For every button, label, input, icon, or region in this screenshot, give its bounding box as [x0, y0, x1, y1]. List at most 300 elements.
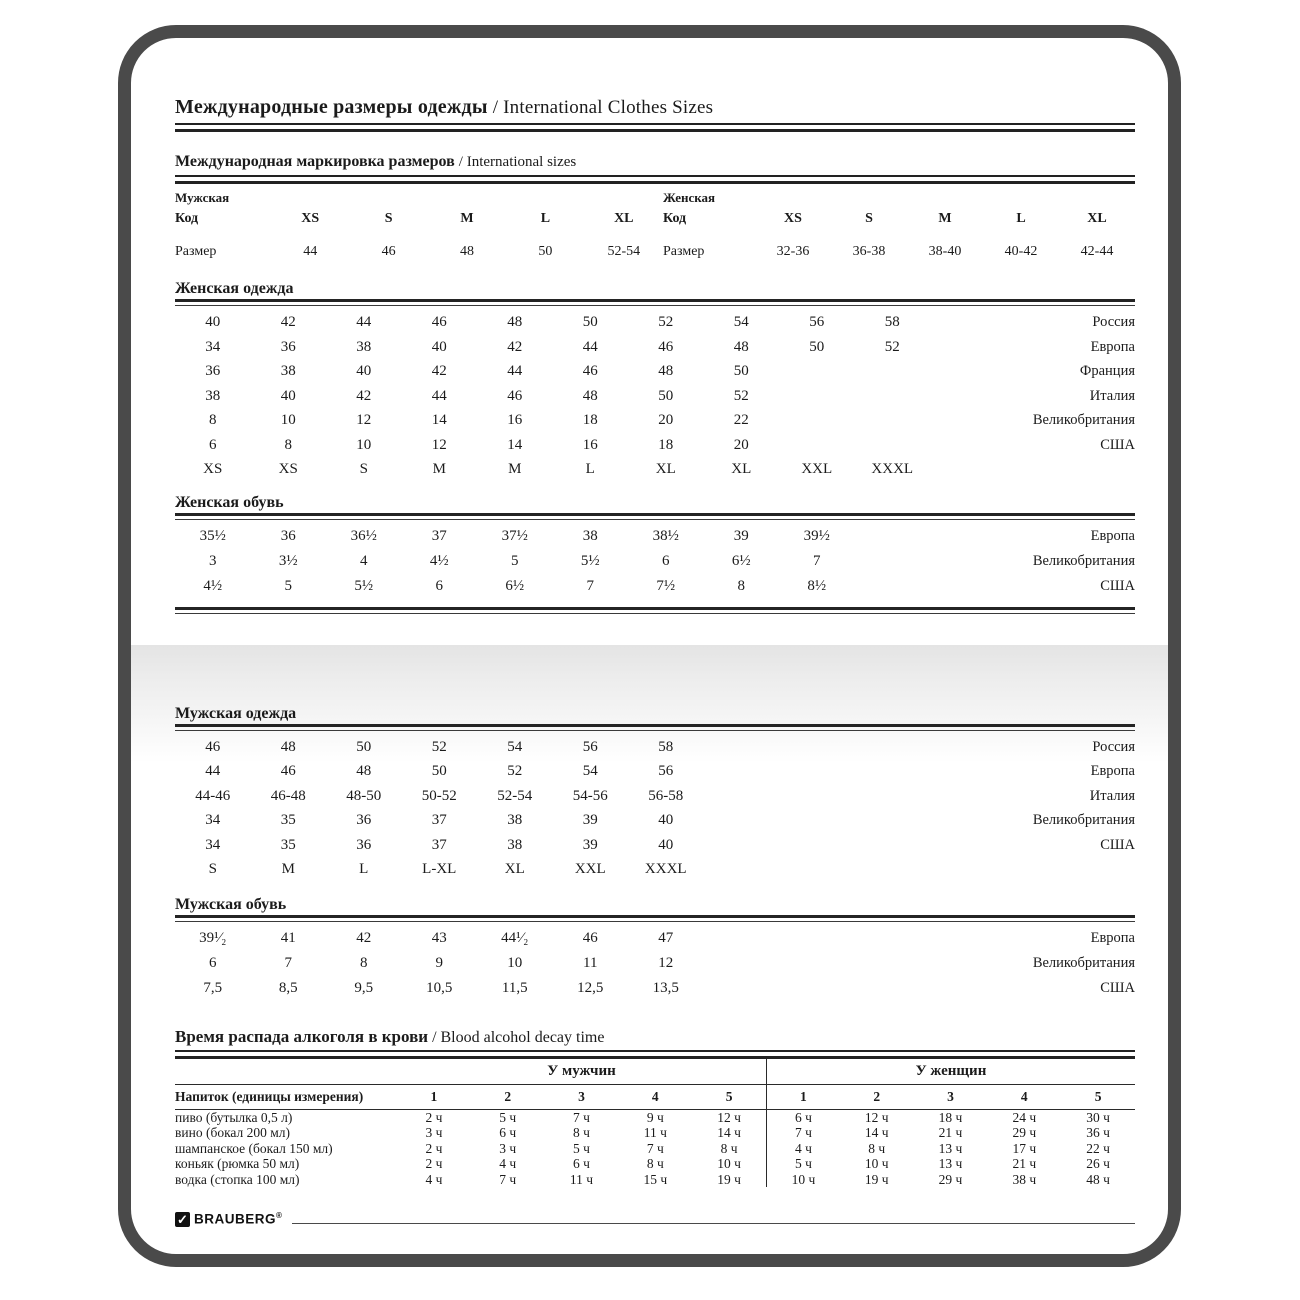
size-cell: S — [208, 861, 217, 877]
size-cell: 37½ — [501, 527, 528, 544]
size-cell: M — [432, 461, 446, 477]
size-cell: 46 — [582, 929, 598, 946]
men-size: 44 — [303, 244, 318, 259]
size-cell — [704, 976, 780, 1001]
size-cell — [855, 549, 931, 574]
hours-cell-men: 11 ч — [643, 1125, 667, 1140]
size-cell: XL — [731, 461, 752, 477]
country-label: Европа — [1090, 338, 1135, 355]
size-cell: 44 — [431, 387, 447, 404]
section-rule — [175, 915, 1135, 922]
size-cell: 56 — [582, 738, 598, 755]
size-cell: 7,5 — [203, 979, 223, 996]
table-row — [175, 310, 1135, 335]
table-row — [175, 408, 1135, 433]
hours-cell-women: 38 ч — [1012, 1171, 1037, 1187]
size-cell: 52 — [658, 314, 674, 330]
size-cell: 54 — [582, 763, 598, 779]
size-cell: L — [585, 461, 595, 477]
size-cell: 36 — [205, 363, 221, 379]
size-cell: XS — [278, 461, 298, 477]
size-cell: 42 — [431, 363, 447, 379]
size-cell: 4½ — [429, 552, 449, 569]
size-cell — [779, 808, 855, 833]
table-row — [175, 976, 1135, 1001]
hours-cell-men: 5 ч — [499, 1109, 517, 1125]
size-cell: 38 — [582, 527, 598, 544]
size-cell: 46 — [507, 387, 523, 404]
size-cell: 50 — [356, 738, 372, 755]
brand-name-text: BRAUBERG — [194, 1211, 277, 1227]
page-content — [175, 38, 1135, 1229]
size-cell: XL — [655, 461, 676, 477]
size-cell: 12,5 — [577, 979, 604, 996]
size-cell: 4½ — [203, 577, 223, 594]
hours-cell-men: 19 ч — [717, 1171, 741, 1187]
size-cell — [704, 951, 780, 976]
size-cell — [704, 857, 780, 882]
size-cell: 38 — [507, 836, 523, 853]
size-cell: 40 — [431, 338, 447, 355]
section-heading-women-clothes: Женская одежда — [175, 280, 294, 297]
size-cell — [779, 926, 855, 951]
size-cell: 58 — [884, 314, 900, 330]
size-cell: 18 — [658, 436, 674, 453]
size-cell: 8½ — [807, 577, 827, 594]
size-cell: 48 — [582, 387, 598, 404]
hours-cell-men: 14 ч — [717, 1125, 741, 1140]
country-label: Россия — [1092, 738, 1135, 755]
hours-cell-women: 19 ч — [864, 1171, 889, 1187]
size-cell: 43 — [431, 929, 447, 946]
size-cell: 7½ — [656, 577, 676, 594]
size-cell: M — [508, 461, 522, 477]
hours-cell-women: 24 ч — [1012, 1109, 1037, 1125]
size-cell: S — [359, 461, 368, 477]
country-label — [930, 857, 1135, 882]
hours-cell-men: 12 ч — [717, 1109, 741, 1125]
size-cell: 50 — [582, 314, 598, 330]
size-cell: 9 — [435, 954, 443, 971]
table-row — [175, 433, 1135, 458]
women-code: S — [865, 211, 873, 226]
hours-cell-men: 3 ч — [425, 1125, 443, 1140]
size-cell: 48 — [356, 763, 372, 779]
country-label: Европа — [1090, 763, 1135, 779]
size-cell: XS — [203, 461, 223, 477]
women-code-label: Код — [663, 211, 687, 226]
marking-heading-ru: Международная маркировка размеров — [175, 153, 455, 170]
size-cell: 13,5 — [652, 979, 679, 996]
hours-cell-women: 6 ч — [766, 1110, 840, 1126]
size-cell: 46 — [431, 314, 447, 330]
size-cell: 6½ — [505, 577, 525, 594]
women-code: XL — [1087, 211, 1107, 226]
title-underline — [175, 123, 1135, 132]
table-row — [175, 951, 1135, 976]
country-label: Россия — [1092, 314, 1135, 330]
size-cell: XXL — [574, 861, 606, 877]
size-cell: 44¹⁄₂ — [501, 929, 529, 946]
unit-header: 3 — [578, 1088, 585, 1104]
size-cell: 7 — [813, 552, 821, 569]
country-label: Великобритания — [1032, 412, 1135, 428]
men-clothes-table — [175, 735, 1135, 882]
women-group-header: У женщин — [766, 1059, 1135, 1084]
hours-cell-women: 13 ч — [938, 1140, 963, 1156]
women-size-label: Размер — [663, 244, 705, 259]
size-cell: 48 — [280, 738, 296, 755]
table-row — [175, 808, 1135, 833]
table-row — [175, 574, 1135, 599]
brand-row — [175, 1209, 1135, 1229]
hours-cell-women: 48 ч — [1086, 1171, 1110, 1187]
size-cell: 3 — [209, 552, 217, 569]
size-cell — [855, 784, 931, 809]
country-label: Великобритания — [1032, 954, 1135, 971]
size-cell: 50 — [658, 387, 674, 404]
size-cell: 52 — [733, 387, 749, 404]
country-label — [930, 457, 1135, 482]
women-size: 36-38 — [852, 244, 886, 259]
hours-cell-women: 26 ч — [1086, 1156, 1110, 1171]
hours-cell-men: 5 ч — [573, 1140, 590, 1156]
men-size: 46 — [381, 244, 396, 259]
drink-label: коньяк (рюмка 50 мл) — [175, 1156, 300, 1171]
unit-header: 3 — [947, 1088, 954, 1104]
hours-cell-women: 10 ч — [864, 1156, 889, 1171]
unit-header: 2 — [504, 1088, 512, 1104]
men-shoes-table — [175, 926, 1135, 1001]
size-cell: 5 — [284, 577, 292, 594]
alcohol-title-ru: Время распада алкоголя в крови — [175, 1026, 429, 1046]
men-size: 52-54 — [607, 244, 641, 259]
size-cell: 50 — [733, 363, 749, 379]
men-code: M — [460, 211, 474, 226]
country-label: США — [1100, 836, 1135, 853]
hours-cell-men: 8 ч — [573, 1125, 590, 1140]
hours-cell-women: 29 ч — [938, 1171, 963, 1187]
size-cell: 16 — [507, 412, 523, 428]
women-size: 42-44 — [1080, 244, 1114, 259]
table-row — [175, 359, 1135, 384]
size-cell: 10 — [507, 954, 523, 971]
size-cell: 40 — [205, 314, 221, 330]
notebook-page-frame — [118, 25, 1181, 1267]
size-cell: 46 — [582, 363, 598, 379]
alcohol-title-en: / Blood alcohol decay time — [432, 1028, 605, 1046]
marking-code-row — [175, 210, 1135, 227]
size-cell — [704, 833, 780, 858]
women-code: M — [938, 211, 952, 226]
size-cell: 50 — [431, 763, 447, 779]
size-cell: 39 — [582, 836, 598, 853]
country-label: Европа — [1090, 929, 1135, 946]
size-cell: 52 — [507, 763, 523, 779]
size-cell: L — [359, 861, 369, 877]
size-cell: 5½ — [354, 577, 374, 594]
drink-column-label: Напиток (единицы измерения) — [175, 1088, 364, 1104]
table-row — [175, 784, 1135, 809]
country-label: Европа — [1090, 527, 1135, 544]
size-cell — [704, 926, 780, 951]
brand-rule-line — [292, 1215, 1135, 1224]
hours-cell-men: 6 ч — [499, 1125, 517, 1140]
hours-cell-women: 36 ч — [1086, 1125, 1110, 1140]
size-cell: 40 — [356, 363, 372, 379]
hours-cell-women: 30 ч — [1086, 1109, 1110, 1125]
size-cell: 37 — [431, 836, 447, 853]
alcohol-title — [175, 1027, 1135, 1048]
section-rule — [175, 299, 1135, 306]
size-cell — [855, 384, 931, 409]
size-cell: 12 — [431, 436, 447, 453]
size-cell: 10 — [280, 412, 296, 428]
size-cell: 35½ — [199, 527, 226, 544]
hours-cell-men: 8 ч — [646, 1156, 664, 1171]
hours-cell-women: 17 ч — [1012, 1140, 1037, 1156]
size-cell — [855, 976, 931, 1001]
size-cell — [855, 808, 931, 833]
size-cell: 12 — [356, 412, 372, 428]
size-cell: 36½ — [350, 527, 377, 544]
country-label: Франция — [1079, 363, 1135, 379]
size-cell — [704, 759, 780, 784]
country-label: США — [1100, 979, 1135, 996]
women-clothes-table — [175, 310, 1135, 482]
size-cell: 46 — [658, 338, 674, 355]
size-cell: 6 — [435, 577, 443, 594]
marking-table — [175, 190, 1135, 260]
size-cell — [704, 808, 780, 833]
page-title — [175, 95, 1135, 120]
size-cell: 46 — [280, 763, 296, 779]
table-row — [175, 524, 1135, 549]
size-cell: 48 — [733, 338, 749, 355]
hours-cell-women: 29 ч — [1012, 1125, 1037, 1140]
men-size: 48 — [459, 244, 474, 259]
brauberg-check-icon: ✓ — [175, 1212, 190, 1227]
table-row — [175, 384, 1135, 409]
hours-cell-men: 15 ч — [643, 1171, 668, 1187]
alcohol-title-underline — [175, 1050, 1135, 1059]
size-cell: 39 — [582, 812, 598, 828]
hours-cell-men: 2 ч — [425, 1109, 443, 1125]
size-cell — [779, 784, 855, 809]
size-cell: 50 — [809, 338, 825, 355]
size-cell — [855, 857, 931, 882]
unit-header: 4 — [1020, 1088, 1028, 1104]
size-cell: 6 — [209, 954, 217, 971]
size-cell: 34 — [205, 338, 221, 355]
size-cell: 18 — [582, 412, 598, 428]
size-cell: 54 — [733, 314, 749, 330]
table-row — [175, 857, 1135, 882]
country-label: Великобритания — [1032, 812, 1135, 828]
size-cell: 44 — [582, 338, 598, 355]
hours-cell-men: 10 ч — [717, 1156, 741, 1171]
hours-cell-men: 7 ч — [646, 1140, 664, 1156]
drink-label: водка (стопка 100 мл) — [175, 1171, 300, 1187]
size-cell: 11,5 — [501, 979, 528, 996]
size-cell: 12 — [658, 954, 674, 971]
table-row — [175, 759, 1135, 784]
men-code: XS — [301, 211, 320, 226]
hours-cell-women: 21 ч — [938, 1125, 963, 1140]
size-cell: L-XL — [422, 861, 457, 877]
size-cell — [779, 735, 855, 760]
marking-heading-en: / International sizes — [458, 154, 577, 170]
size-cell: 42 — [280, 314, 296, 330]
men-group-header: У мужчин — [547, 1062, 616, 1079]
alcohol-row — [175, 1110, 1135, 1126]
size-cell: 52-54 — [497, 787, 533, 804]
size-cell: 8,5 — [278, 979, 298, 996]
alcohol-units-header — [175, 1085, 1135, 1110]
alcohol-row — [175, 1172, 1135, 1188]
size-cell: 39¹⁄₂ — [199, 929, 227, 946]
size-cell: 14 — [507, 436, 523, 453]
drink-label: шампанское (бокал 150 мл) — [175, 1140, 333, 1156]
hours-cell-men: 7 ч — [499, 1171, 517, 1187]
size-cell — [779, 408, 855, 433]
drink-label: вино (бокал 200 мл) — [175, 1125, 291, 1140]
size-cell: 6 — [662, 552, 670, 569]
size-cell: 38 — [356, 338, 372, 355]
size-cell: 10 — [356, 436, 372, 453]
size-cell — [779, 976, 855, 1001]
unit-header: 1 — [766, 1085, 840, 1109]
size-cell — [855, 926, 931, 951]
alcohol-group-header — [175, 1059, 1135, 1085]
women-size: 38-40 — [928, 244, 962, 259]
size-cell — [855, 735, 931, 760]
size-cell: 42 — [356, 929, 372, 946]
marking-underline — [175, 175, 1135, 184]
hours-cell-men: 2 ч — [425, 1140, 443, 1156]
women-code: XS — [784, 211, 802, 226]
section-heading-women-shoes: Женская обувь — [175, 493, 284, 511]
section-rule — [175, 513, 1135, 520]
size-cell: 39½ — [803, 527, 830, 544]
size-cell — [704, 735, 780, 760]
table-row — [175, 833, 1135, 858]
hours-cell-women: 14 ч — [864, 1125, 889, 1140]
unit-header: 1 — [430, 1088, 438, 1104]
size-cell: 6½ — [731, 552, 751, 569]
registered-mark: ® — [276, 1211, 283, 1221]
size-cell: 40 — [280, 387, 296, 404]
hours-cell-women: 10 ч — [766, 1172, 840, 1188]
men-code: XL — [614, 211, 634, 226]
size-cell: 5½ — [580, 552, 600, 569]
hours-cell-men: 11 ч — [569, 1171, 594, 1187]
size-cell: 41 — [280, 929, 296, 946]
size-cell: 8 — [360, 954, 368, 971]
size-cell: 46-48 — [270, 787, 306, 804]
size-cell: 35 — [280, 812, 296, 828]
size-cell: 46 — [205, 738, 221, 755]
country-label: Италия — [1089, 387, 1135, 404]
size-cell — [855, 408, 931, 433]
size-cell: XL — [504, 861, 525, 877]
brand-name — [194, 1211, 282, 1227]
size-cell: 38 — [280, 363, 296, 379]
drink-label: пиво (бутылка 0,5 л) — [175, 1109, 293, 1125]
size-cell: 52 — [884, 338, 900, 355]
size-cell: 8 — [737, 577, 745, 594]
alcohol-row — [175, 1125, 1135, 1141]
size-cell: 56 — [809, 314, 825, 330]
hours-cell-men: 4 ч — [425, 1171, 443, 1187]
size-cell: 4 — [360, 552, 368, 569]
size-cell: 36 — [356, 812, 372, 828]
women-size: 40-42 — [1004, 244, 1038, 259]
size-cell: 48 — [507, 314, 523, 330]
size-cell: 22 — [733, 412, 749, 428]
size-cell — [855, 359, 931, 384]
size-cell: 50-52 — [421, 787, 457, 804]
marking-heading — [175, 152, 1135, 172]
size-cell: 48 — [658, 363, 674, 379]
size-cell: 10,5 — [426, 979, 453, 996]
size-cell: 54-56 — [572, 787, 608, 804]
country-label: США — [1100, 577, 1135, 594]
section-heading-men-shoes: Мужская обувь — [175, 895, 287, 913]
hours-cell-women: 13 ч — [938, 1156, 963, 1171]
men-code: S — [384, 211, 393, 226]
size-cell: XXXL — [644, 861, 687, 877]
size-cell: 56-58 — [648, 787, 684, 804]
size-cell — [779, 433, 855, 458]
table-row — [175, 735, 1135, 760]
hours-cell-men: 4 ч — [499, 1156, 517, 1171]
size-cell: 54 — [507, 738, 523, 755]
women-group-label: Женская — [663, 190, 716, 205]
hours-cell-men: 9 ч — [646, 1109, 664, 1125]
size-cell — [855, 759, 931, 784]
size-cell — [779, 384, 855, 409]
size-cell: 34 — [205, 836, 221, 853]
alcohol-table — [175, 1059, 1135, 1188]
size-cell: 8 — [209, 412, 217, 428]
size-cell: 58 — [658, 738, 674, 755]
size-cell: 47 — [658, 929, 674, 946]
size-cell: 44 — [205, 763, 221, 779]
size-cell: 35 — [280, 836, 296, 853]
size-cell — [855, 433, 931, 458]
size-cell: 36 — [280, 527, 296, 544]
size-cell: 36 — [356, 836, 372, 853]
size-cell: M — [281, 861, 295, 877]
size-cell: 44 — [356, 314, 372, 330]
size-cell: 5 — [511, 552, 519, 569]
section-heading-men-clothes: Мужская одежда — [175, 704, 297, 722]
size-cell: 42 — [507, 338, 523, 355]
size-cell: 44-46 — [195, 787, 231, 804]
hours-cell-women: 4 ч — [766, 1141, 840, 1157]
size-cell: 56 — [658, 763, 674, 779]
size-cell: 40 — [658, 836, 674, 853]
size-cell — [779, 951, 855, 976]
size-cell: 44 — [507, 363, 523, 379]
size-cell: 38 — [205, 387, 221, 404]
table-row — [175, 926, 1135, 951]
size-cell: 52 — [431, 738, 447, 755]
men-code: L — [540, 211, 551, 226]
men-code-label: Код — [175, 211, 199, 226]
size-cell: 7 — [284, 954, 292, 971]
